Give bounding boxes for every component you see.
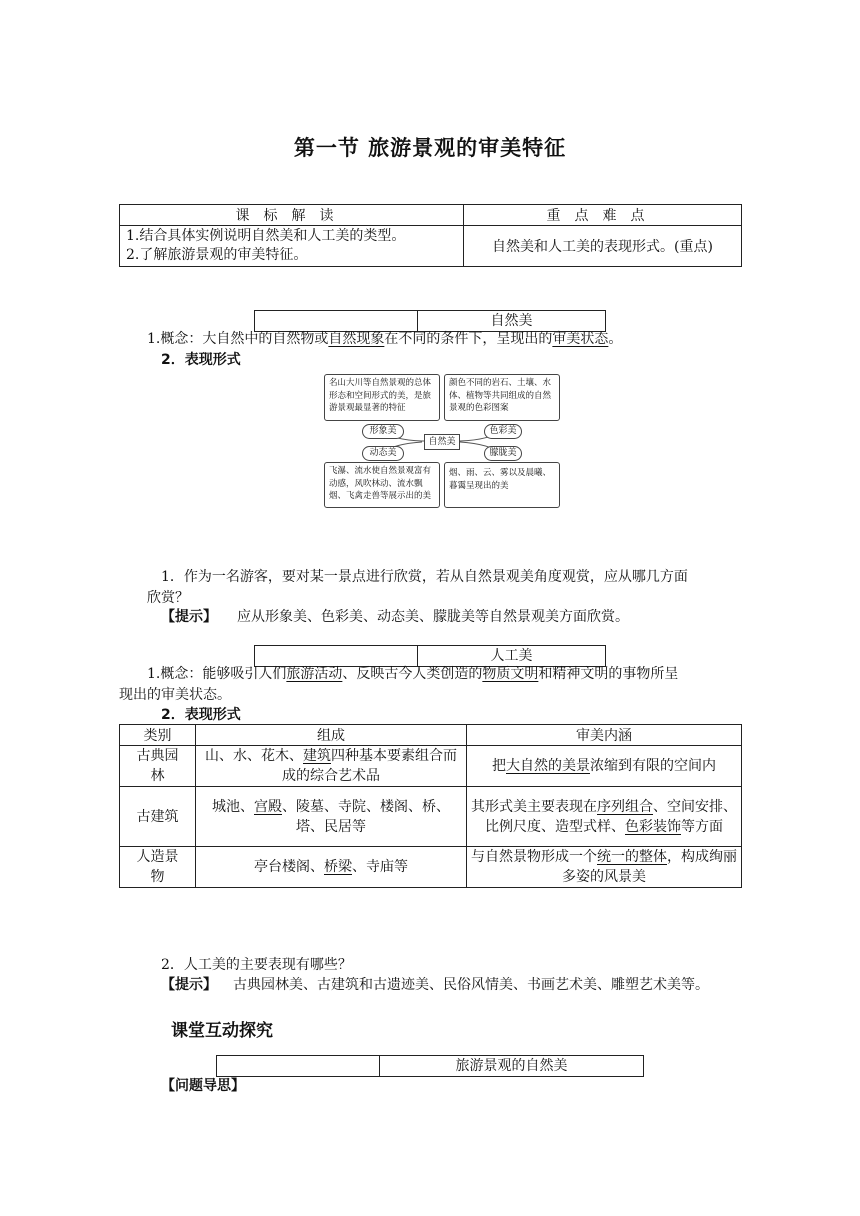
forms-table: [119, 724, 742, 888]
standards-header-left: 课标解读: [120, 205, 464, 226]
question-2-hint: 【提示】 古典园林美、古建筑和古遗迹美、民俗风情美、书画艺术美、雕塑艺术美等。: [161, 977, 709, 993]
forms-header-category: 类别: [120, 725, 196, 746]
question-2-line1: 2．人工美的主要表现有哪些？: [161, 957, 352, 973]
standards-header-right: 重点难点: [464, 205, 742, 226]
row-building-category: 古建筑: [120, 787, 196, 847]
diagram-box-color: 颜色不同的岩石、土壤、水体、植物等共同组成的自然景观的色彩图案: [444, 374, 560, 421]
natural-beauty-diagram: [322, 370, 560, 510]
hint-label-2: 【提示】: [161, 977, 217, 993]
row-building-composition: 城池、宫殿、陵墓、寺院、楼阁、桥、塔、民居等: [196, 787, 467, 847]
row-artificial-scene-aesthetic: 与自然景物形成一个统一的整体，构成绚丽多姿的风景美: [467, 847, 742, 888]
diagram-box-form: 名山大川等自然景观的总体形态和空间形式的美，是旅游景观最显著的特征: [324, 374, 440, 421]
diagram-box-dynamic: 飞瀑、流水使自然景观富有动感，风吹林动、流水飘烟、飞禽走兽等展示出的美: [324, 462, 440, 508]
section-heading-classroom: 课堂互动探究: [171, 1021, 273, 1041]
page-title: 第一节 旅游景观的审美特征: [293, 136, 567, 160]
section-label-tourism-natural: 旅游景观的自然美: [455, 1058, 568, 1074]
diagram-box-hazy: 烟、雨、云、雾以及晨曦、暮霭呈现出的美: [444, 462, 560, 508]
row-garden-aesthetic: 把大自然的美景浓缩到有限的空间内: [467, 746, 742, 787]
objective-2: 2.了解旅游景观的审美特征。: [126, 247, 308, 263]
row-garden-composition: 山、水、花木、建筑四种基本要素组合而成的综合艺术品: [196, 746, 467, 787]
row-artificial-scene-category: 人造景物: [120, 847, 196, 888]
forms-header-aesthetic: 审美内涵: [467, 725, 742, 746]
question-guide-label: 【问题导思】: [161, 1078, 245, 1094]
diagram-pill-color: 色彩美: [484, 424, 522, 439]
objective-1: 1.结合具体实例说明自然美和人工美的类型。: [126, 228, 406, 244]
section-label-natural: 自然美: [490, 313, 533, 329]
section-bar-tourism-natural: [216, 1055, 644, 1077]
diagram-center: 自然美: [424, 434, 460, 450]
hint-label: 【提示】: [161, 609, 217, 625]
artificial-forms-label: 2．表现形式: [161, 707, 241, 723]
question-1-line2: 欣赏？: [147, 590, 189, 606]
row-building-aesthetic: 其形式美主要表现在序列组合、空间安排、比例尺度、造型式样、色彩装饰等方面: [467, 787, 742, 847]
standards-table: [119, 204, 742, 267]
row-garden-category: 古典园林: [120, 746, 196, 787]
artificial-concept-line2: 现出的审美状态。: [119, 687, 231, 703]
natural-forms-label: 2．表现形式: [161, 352, 241, 368]
row-artificial-scene-composition: 亭台楼阁、桥梁、寺庙等: [196, 847, 467, 888]
artificial-concept: 1.概念：能够吸引人们旅游活动、反映古今人类创造的物质文明和精神文明的事物所呈: [147, 666, 679, 682]
standards-objectives: [120, 226, 464, 267]
section-label-artificial: 人工美: [490, 648, 533, 664]
diagram-pill-form: 形象美: [362, 424, 404, 439]
question-1-line1: 1．作为一名游客，要对某一景点进行欣赏，若从自然景观美角度观赏，应从哪几方面: [161, 569, 688, 585]
key-points: 自然美和人工美的表现形式。(重点): [464, 226, 742, 267]
question-1-hint: 【提示】 应从形象美、色彩美、动态美、朦胧美等自然景观美方面欣赏。: [161, 609, 629, 625]
diagram-pill-hazy: 朦胧美: [484, 446, 522, 461]
forms-header-composition: 组成: [196, 725, 467, 746]
natural-concept: 1.概念：大自然中的自然物或自然现象在不同的条件下，呈现出的审美状态。: [147, 331, 623, 347]
diagram-pill-dynamic: 动态美: [362, 446, 404, 461]
